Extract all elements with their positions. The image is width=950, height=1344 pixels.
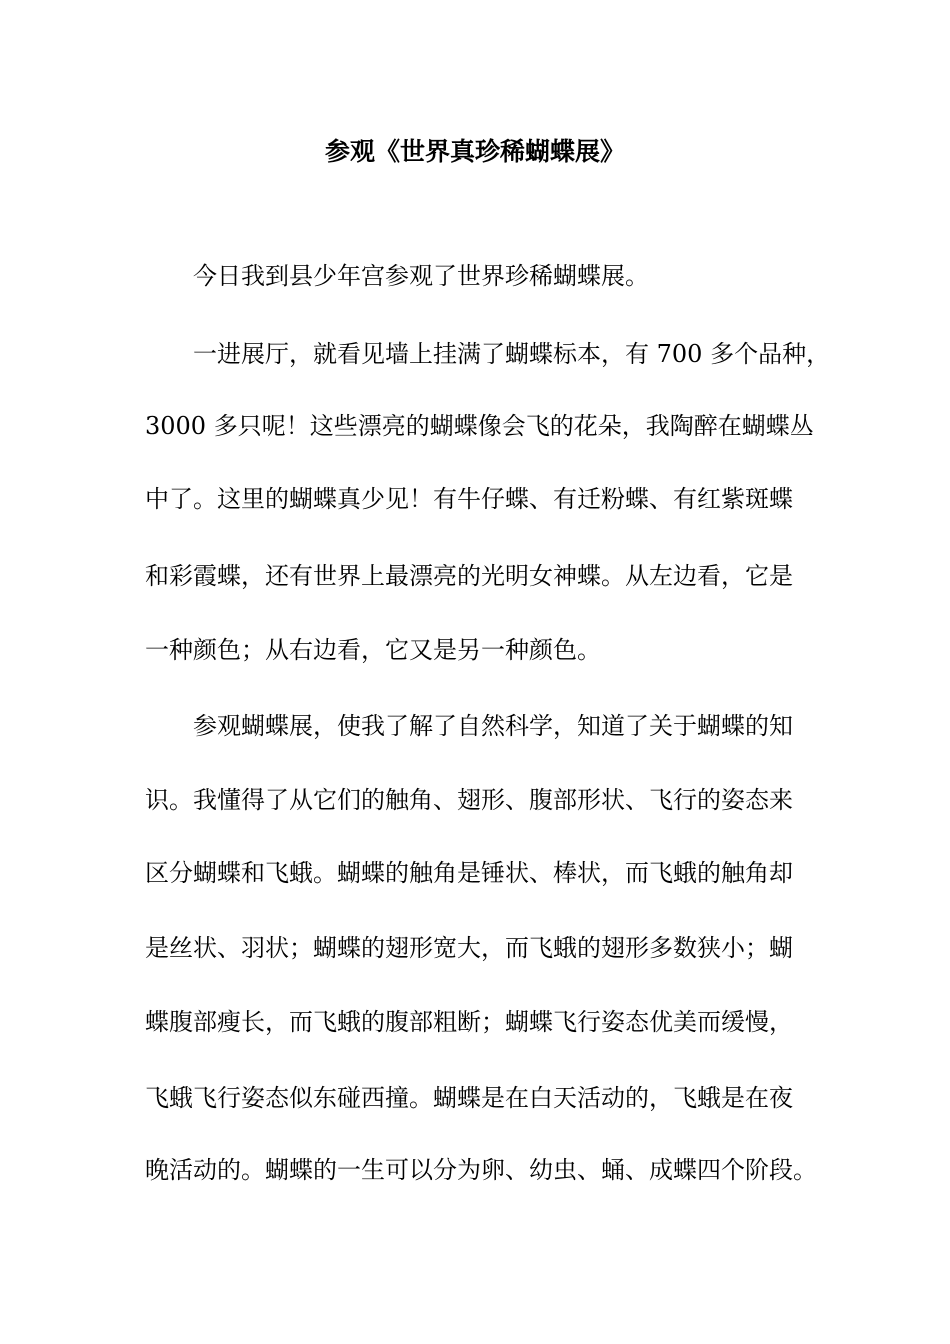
text-line-2: 一进展厅，就看见墙上挂满了蝴蝶标本，有 700 多个品种， <box>193 340 831 368</box>
text-line-9: 区分蝴蝶和飞蛾。蝴蝶的触角是锤状、棒状，而飞蛾的触角却 <box>145 859 793 887</box>
text-line-3: 3000 多只呢！这些漂亮的蝴蝶像会飞的花朵，我陶醉在蝴蝶丛 <box>145 412 814 440</box>
text-line-13: 晚活动的。蝴蝶的一生可以分为卵、幼虫、蛹、成蝶四个阶段。 <box>145 1156 817 1184</box>
text-line-11: 蝶腹部瘦长，而飞蛾的腹部粗断；蝴蝶飞行姿态优美而缓慢， <box>145 1008 793 1036</box>
text-line-7: 参观蝴蝶展，使我了解了自然科学，知道了关于蝴蝶的知 <box>193 712 793 740</box>
document-title: 参观《世界真珍稀蝴蝶展》 <box>324 137 625 166</box>
text-line-10: 是丝状、羽状；蝴蝶的翅形宽大，而飞蛾的翅形多数狭小；蝴 <box>145 934 793 962</box>
text-line-1: 今日我到县少年宫参观了世界珍稀蝴蝶展。 <box>193 262 649 290</box>
text-line-4: 中了。这里的蝴蝶真少见！有牛仔蝶、有迁粉蝶、有红紫斑蝶 <box>145 485 793 513</box>
text-line-12: 飞蛾飞行姿态似东碰西撞。蝴蝶是在白天活动的，飞蛾是在夜 <box>145 1084 793 1112</box>
text-line-5: 和彩霞蝶，还有世界上最漂亮的光明女神蝶。从左边看，它是 <box>145 562 793 590</box>
text-line-6: 一种颜色；从右边看，它又是另一种颜色。 <box>145 636 601 664</box>
text-line-8: 识。我懂得了从它们的触角、翅形、腹部形状、飞行的姿态来 <box>145 786 793 814</box>
